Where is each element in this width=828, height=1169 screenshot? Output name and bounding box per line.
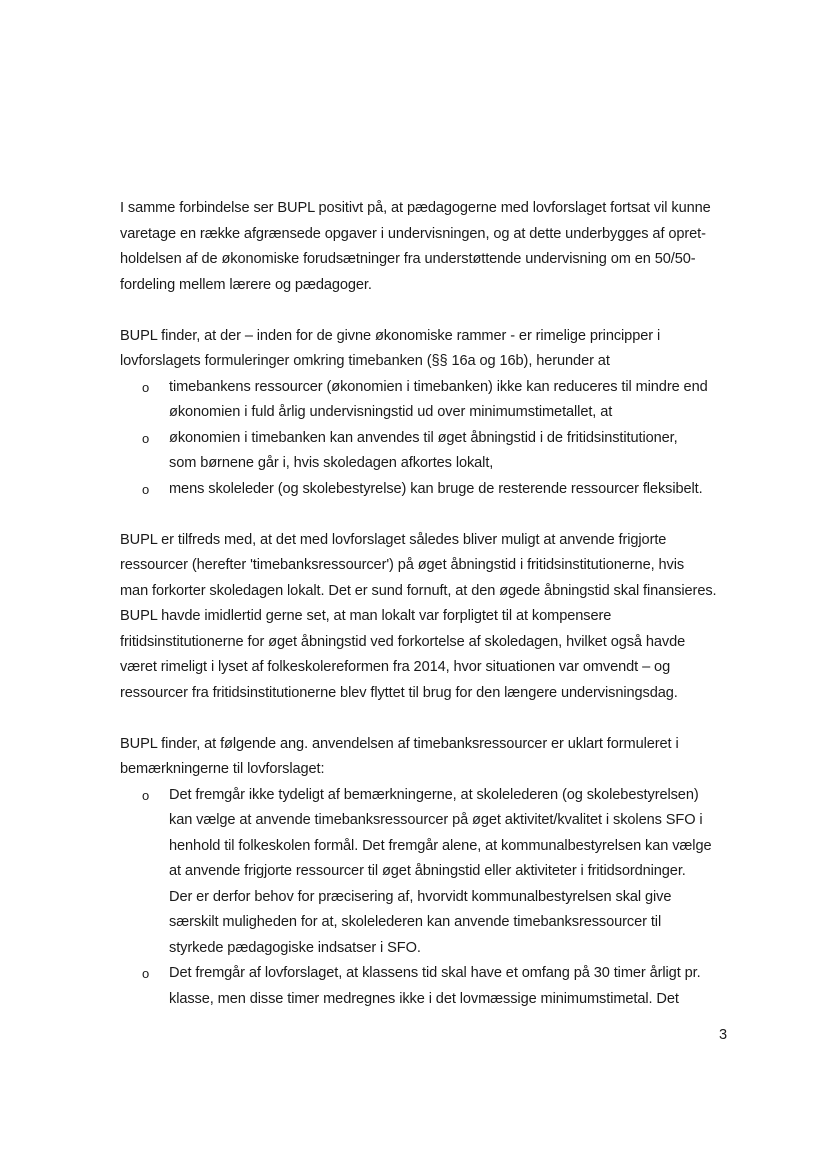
- list-item: [120, 783, 732, 962]
- list-item: [120, 375, 732, 426]
- text-line: mens skoleleder (og skolebestyrelse) kan bruge de resterende ressourcer fleksibelt.: [169, 480, 703, 497]
- paragraph-1: [120, 196, 732, 298]
- paragraph-4-intro: [120, 732, 732, 783]
- text-line: BUPL finder, at følgende ang. anvendelsen af timebanksressourcer er uklart formuleret i: [120, 735, 679, 752]
- text-line: BUPL havde imidlertid gerne set, at man lokalt var forpligtet til at kompensere: [120, 608, 612, 624]
- text-line: styrkede pædagogiske indsatser i SFO.: [169, 939, 421, 956]
- paragraph-4: [120, 732, 732, 1013]
- text-line: henhold til folkeskolen formål. Det fremgår alene, at kommunalbestyrelsen kan vælge: [169, 837, 712, 854]
- text-line: I samme forbindelse ser BUPL positivt på, at pædagogerne med lovforslaget fortsat vil kunne: [120, 200, 711, 216]
- paragraph-2: [120, 324, 732, 503]
- text-line: timebankens ressourcer (økonomien i timebanken) ikke kan reduceres til mindre end: [169, 378, 708, 395]
- text-line: som børnene går i, hvis skoledagen afkortes lokalt,: [169, 455, 494, 471]
- bullet-icon: o: [142, 787, 150, 803]
- list-item: [120, 477, 732, 503]
- text-line: fordeling mellem lærere og pædagoger.: [120, 276, 372, 293]
- text-line: økonomien i timebanken kan anvendes til øget åbningstid i de fritidsinstitutioner,: [169, 429, 678, 446]
- text-line: været rimeligt i lyset af folkeskolereformen fra 2014, hvor situationen var omvendt – og: [120, 659, 671, 675]
- list-item: [120, 961, 732, 1012]
- text-line: Det fremgår af lovforslaget, at klassens tid skal have et omfang på 30 timer årligt pr.: [169, 965, 701, 981]
- list-item: [120, 426, 732, 477]
- paragraph-2-intro: [120, 324, 732, 375]
- text-line: varetage en række afgrænsede opgaver i undervisningen, og at dette underbygges af opret-: [120, 225, 706, 242]
- text-line: BUPL finder, at der – inden for de givne økonomiske rammer - er rimelige principper i: [120, 327, 661, 344]
- page-number: 3: [719, 1027, 728, 1043]
- text-line: særskilt muligheden for at, skolelederen kan anvende timebanksressourcer til: [169, 914, 662, 930]
- text-line: at anvende frigjorte ressourcer til øget åbningstid eller aktiviteter i fritidsordninger.: [169, 863, 686, 879]
- text-line: Det fremgår ikke tydeligt af bemærkningerne, at skolelederen (og skolebestyrelsen): [169, 786, 699, 803]
- bullet-icon: o: [142, 379, 150, 395]
- text-line: økonomien i fuld årlig undervisningstid ud over minimumstimetallet, at: [169, 404, 613, 420]
- text-line: ressourcer (herefter 'timebanksressourcer') på øget åbningstid i fritidsinstitutionerne, hvis: [120, 557, 685, 573]
- text-line: holdelsen af de økonomiske forudsætninger fra understøttende undervisning om en 50/50-: [120, 251, 696, 267]
- text-line: man forkorter skoledagen lokalt. Det er sund fornuft, at den øgede åbningstid skal finansieres.: [120, 582, 717, 599]
- text-line: lovforslagets formuleringer omkring timebanken (§§ 16a og 16b), herunder at: [120, 353, 610, 369]
- bullet-list: [120, 375, 732, 503]
- text-line: kan vælge at anvende timebanksressourcer på øget aktivitet/kvalitet i skolens SFO i: [169, 812, 703, 828]
- text-line: Der er derfor behov for præcisering af, hvorvidt kommunalbestyrelsen skal give: [169, 888, 672, 905]
- text-line: BUPL er tilfreds med, at det med lovforslaget således bliver muligt at anvende frigjorte: [120, 531, 667, 548]
- bullet-list: [120, 783, 732, 1013]
- bullet-icon: o: [142, 481, 150, 497]
- text-line: bemærkningerne til lovforslaget:: [120, 761, 325, 777]
- bullet-icon: o: [142, 430, 150, 446]
- paragraph-3: [120, 528, 732, 707]
- text-line: klasse, men disse timer medregnes ikke i det lovmæssige minimumstimetal. Det: [169, 990, 679, 1007]
- text-line: fritidsinstitutionerne for øget åbningstid ved forkortelse af skoledagen, hvilket også havde: [120, 633, 686, 650]
- bullet-icon: o: [142, 966, 150, 981]
- text-line: ressourcer fra fritidsinstitutionerne blev flyttet til brug for den længere undervisningsdag.: [120, 684, 678, 701]
- document-body: [120, 196, 732, 1012]
